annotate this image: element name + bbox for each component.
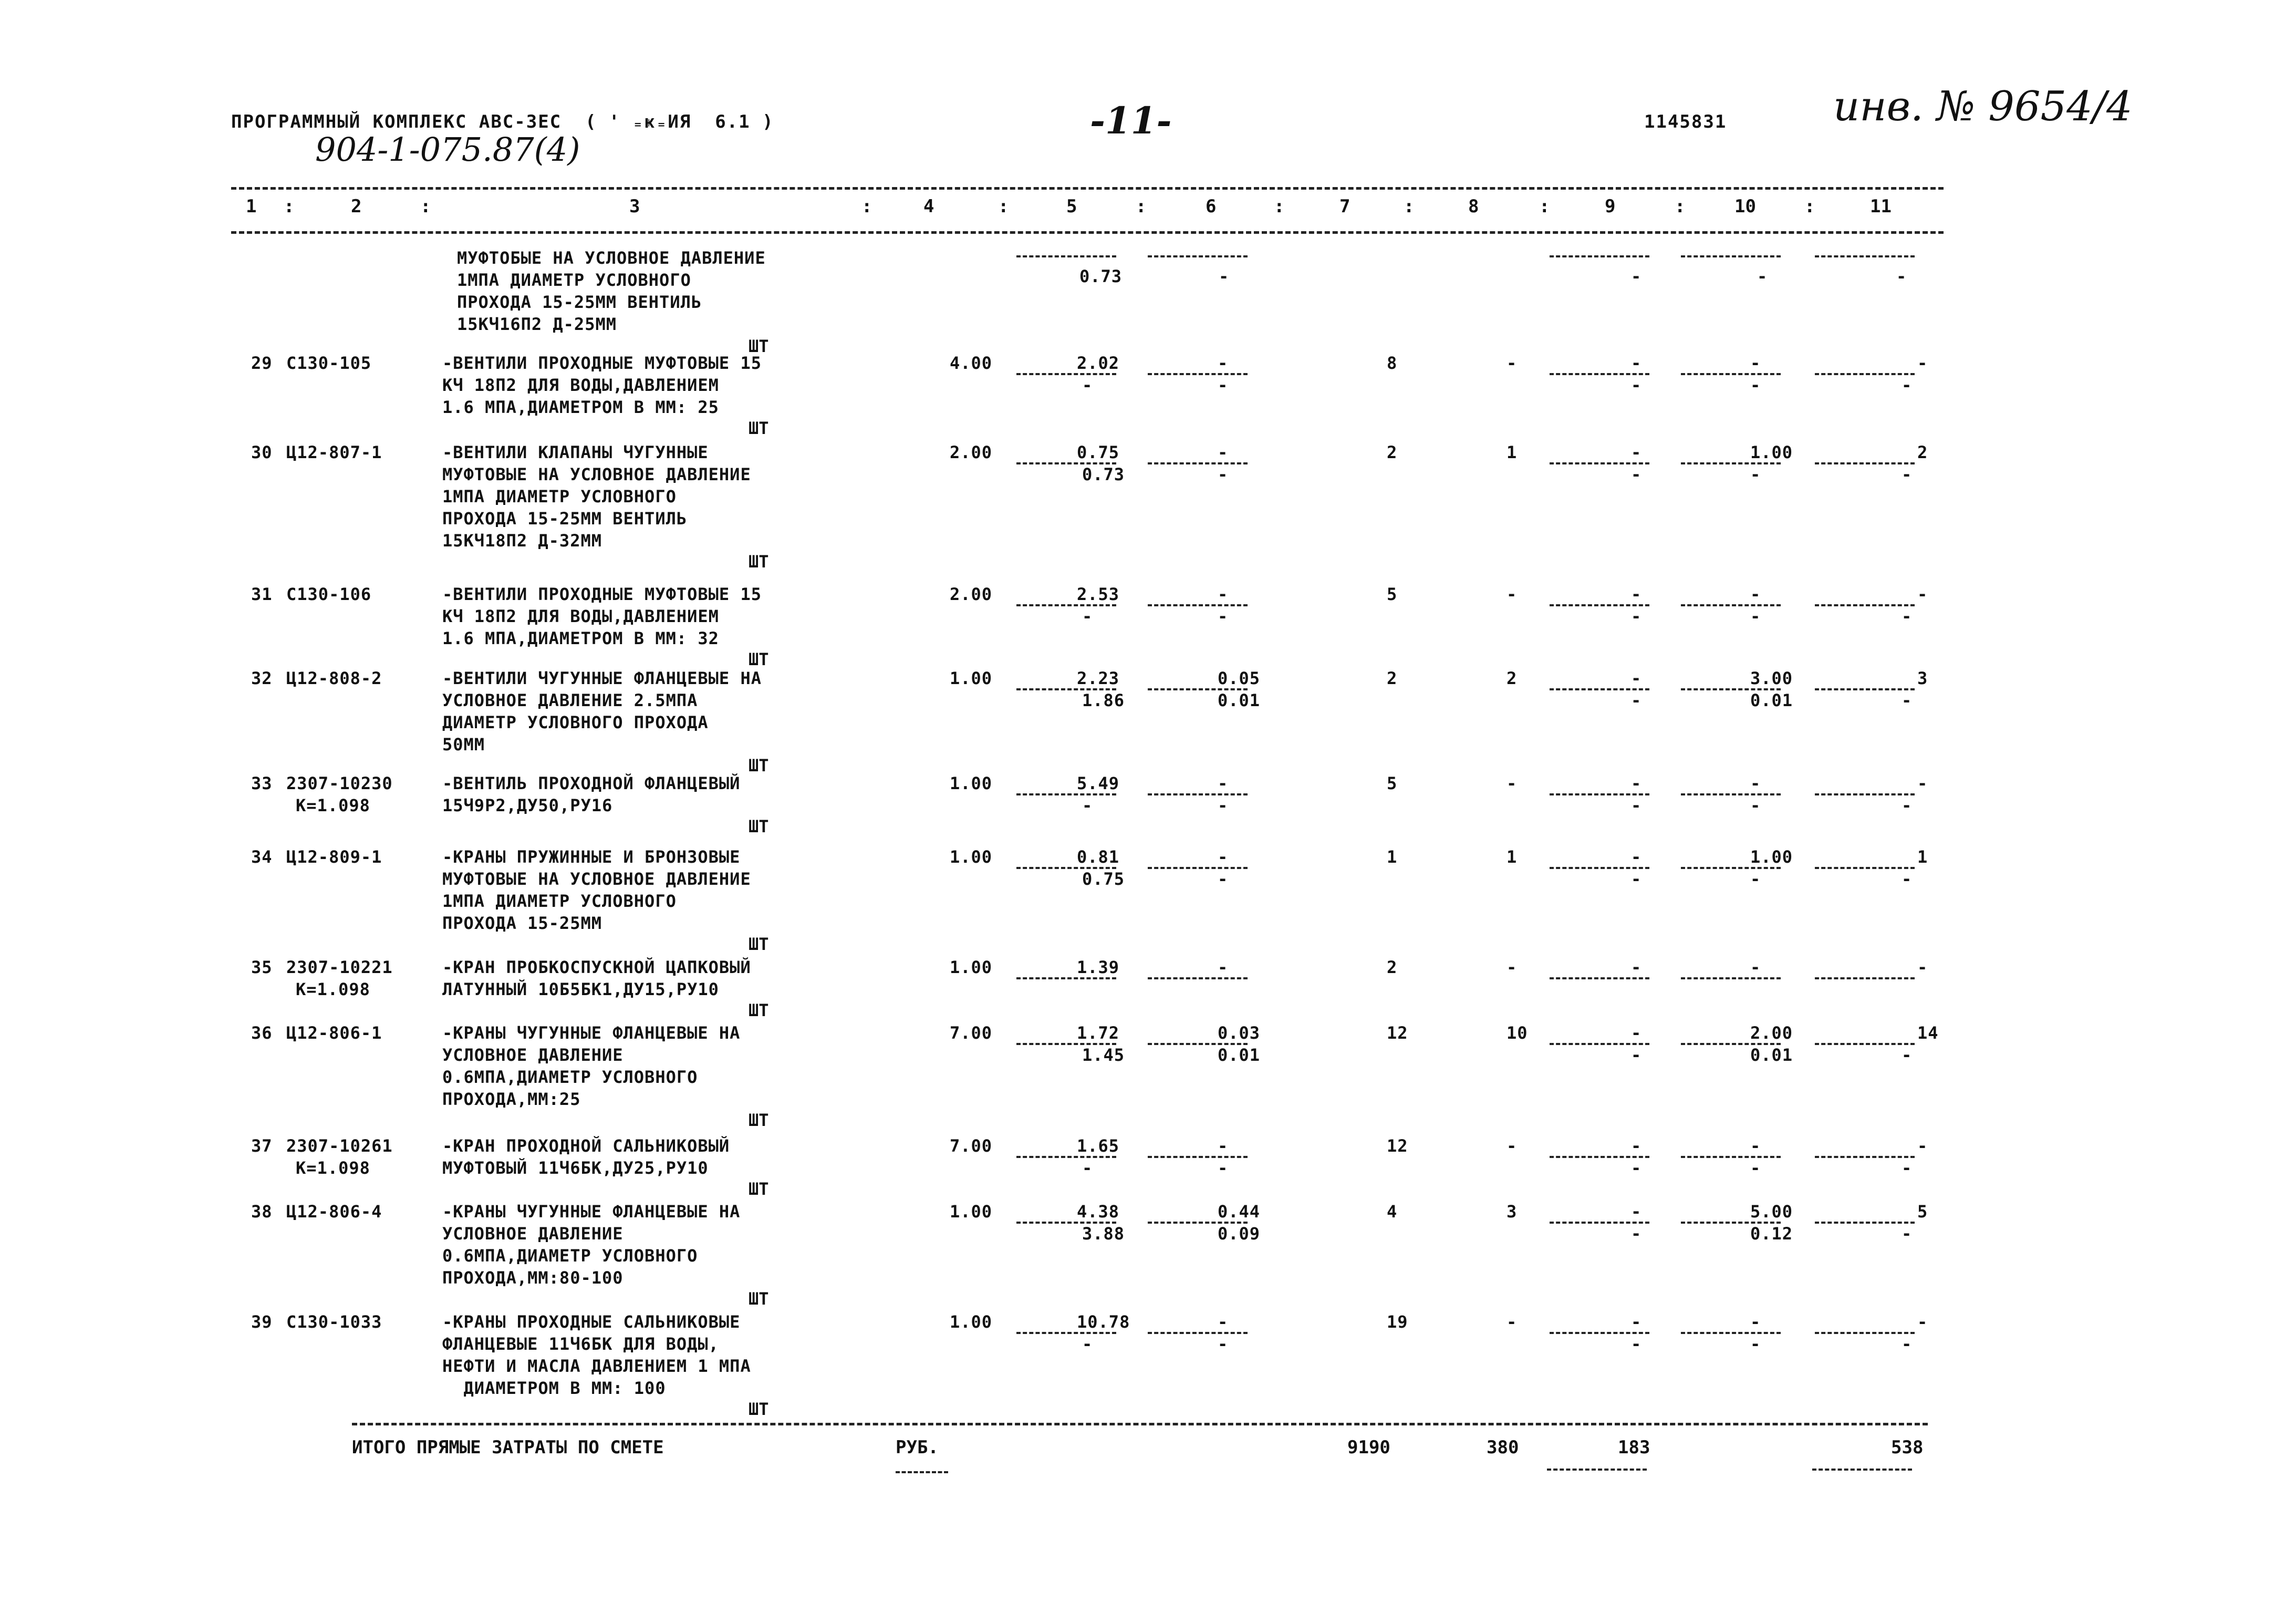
row-c10: 5.00 xyxy=(1750,1202,1793,1222)
continuation-c10: - xyxy=(1757,266,1768,286)
row-c6-bottom: - xyxy=(1218,375,1229,395)
row-c5: 0.81 xyxy=(1077,847,1120,867)
row-c9-bottom: - xyxy=(1631,1334,1642,1354)
row-c7: 12 xyxy=(1387,1023,1408,1043)
row-name-line: 1.6 МПА,ДИАМЕТРОМ В ММ: 25 xyxy=(442,397,719,417)
row-c7: 5 xyxy=(1387,773,1398,793)
row-name-line: КЧ 18П2 ДЛЯ ВОДЫ,ДАВЛЕНИЕМ xyxy=(442,375,719,395)
total-c8: 380 xyxy=(1487,1437,1519,1458)
row-name-line: -ВЕНТИЛИ ПРОХОДНЫЕ МУФТОВЫЕ 15 xyxy=(442,353,762,373)
row-c9-bottom: - xyxy=(1631,375,1642,395)
row-c5: 2.23 xyxy=(1077,668,1120,688)
total-currency-underline xyxy=(896,1471,948,1473)
row-unit: ШТ xyxy=(749,1289,769,1309)
row-c11-bottom: - xyxy=(1902,1045,1913,1065)
row-separator xyxy=(1016,977,1116,979)
row-c11: - xyxy=(1917,957,1928,977)
total-c7: 9190 xyxy=(1347,1437,1390,1458)
row-c5-bottom: - xyxy=(1082,375,1093,395)
row-name-line: 15Ч9Р2,ДУ50,РУ16 xyxy=(442,795,613,815)
col-9: 9 xyxy=(1605,196,1616,217)
row-c6-bottom: 0.01 xyxy=(1218,690,1261,710)
row-c4: 1.00 xyxy=(950,847,993,867)
col-sep: : xyxy=(861,196,872,217)
row-c4: 2.00 xyxy=(950,442,993,462)
row-name-line: МУФТОВЫЙ 11Ч6БК,ДУ25,РУ10 xyxy=(442,1158,709,1178)
row-name-line: -КРАН ПРОБКОСПУСКНОЙ ЦАПКОВЫЙ xyxy=(442,957,751,977)
row-c9: - xyxy=(1631,1202,1642,1222)
row-c9: - xyxy=(1631,1136,1642,1156)
row-c9-bottom: - xyxy=(1631,795,1642,815)
total-label: ИТОГО ПРЯМЫЕ ЗАТРАТЫ ПО СМЕТЕ xyxy=(352,1437,664,1458)
row-name-line: -КРАН ПРОХОДНОЙ САЛЬНИКОВЫЙ xyxy=(442,1136,730,1156)
row-c10-bottom: - xyxy=(1750,606,1761,626)
row-name-line: -КРАНЫ ЧУГУННЫЕ ФЛАНЦЕВЫЕ НА xyxy=(442,1023,741,1043)
row-code: 2307-10261 xyxy=(286,1136,393,1156)
row-c10-bottom: - xyxy=(1750,869,1761,889)
row-unit: ШТ xyxy=(749,1000,769,1020)
row-c8: - xyxy=(1507,1136,1518,1156)
row-number: 32 xyxy=(251,668,273,688)
header-rule-top xyxy=(231,187,1944,190)
doc-number: 1145831 xyxy=(1644,111,1727,132)
row-c11: 1 xyxy=(1917,847,1928,867)
row-c5-bottom: 0.75 xyxy=(1082,869,1125,889)
row-c4: 1.00 xyxy=(950,668,993,688)
row-name-line: ПРОХОДА,ММ:80-100 xyxy=(442,1268,624,1288)
row-separator xyxy=(1815,1222,1915,1224)
row-code: С130-105 xyxy=(286,353,372,373)
row-c10: 1.00 xyxy=(1750,442,1793,462)
total-rule xyxy=(352,1423,1928,1425)
continuation-seg-5 xyxy=(1016,255,1116,257)
row-unit: ШТ xyxy=(749,1399,769,1419)
row-c9: - xyxy=(1631,773,1642,793)
row-number: 39 xyxy=(251,1312,273,1332)
row-name-line: -ВЕНТИЛИ ЧУГУННЫЕ ФЛАНЦЕВЫЕ НА xyxy=(442,668,762,688)
row-c5-bottom: 0.73 xyxy=(1082,464,1125,484)
row-number: 33 xyxy=(251,773,273,793)
row-c4: 1.00 xyxy=(950,773,993,793)
total-c9-underline xyxy=(1547,1469,1647,1471)
row-c11: 2 xyxy=(1917,442,1928,462)
row-c6: - xyxy=(1218,1136,1229,1156)
continuation-c6-bottom: - xyxy=(1219,266,1230,286)
row-number: 30 xyxy=(251,442,273,462)
col-7: 7 xyxy=(1339,196,1350,217)
col-1: 1 xyxy=(246,196,257,217)
row-c10-bottom: - xyxy=(1750,464,1761,484)
row-name-line: -КРАНЫ ПРУЖИННЫЕ И БРОНЗОВЫЕ xyxy=(442,847,741,867)
continuation-c5-bottom: 0.73 xyxy=(1079,266,1123,286)
row-number: 29 xyxy=(251,353,273,373)
row-c11: - xyxy=(1917,584,1928,604)
row-name-line: МУФТОВЫЕ НА УСЛОВНОЕ ДАВЛЕНИЕ xyxy=(442,464,751,484)
row-c8: - xyxy=(1507,353,1518,373)
row-name-line: УСЛОВНОЕ ДАВЛЕНИЕ 2.5МПА xyxy=(442,690,698,710)
row-code: С130-106 xyxy=(286,584,372,604)
row-c5: 1.72 xyxy=(1077,1023,1120,1043)
row-name-line: 15КЧ18П2 Д-32ММ xyxy=(442,531,602,551)
row-c5-bottom: 3.88 xyxy=(1082,1224,1125,1244)
row-separator xyxy=(1815,1156,1915,1158)
continuation-name-2: 1МПА ДИАМЕТР УСЛОВНОГО xyxy=(457,270,691,290)
row-c6: - xyxy=(1218,847,1229,867)
row-c9-bottom: - xyxy=(1631,869,1642,889)
row-c10: - xyxy=(1750,773,1761,793)
row-c8: 10 xyxy=(1507,1023,1528,1043)
col-sep: : xyxy=(1804,196,1815,217)
row-c11-bottom: - xyxy=(1902,375,1913,395)
row-c9-bottom: - xyxy=(1631,606,1642,626)
col-4: 4 xyxy=(923,196,934,217)
row-c6-bottom: - xyxy=(1218,795,1229,815)
row-c9: - xyxy=(1631,1312,1642,1332)
row-separator xyxy=(1815,977,1915,979)
row-name-line: 0.6МПА,ДИАМЕТР УСЛОВНОГО xyxy=(442,1246,698,1266)
row-separator xyxy=(1681,867,1781,869)
row-c10-bottom: 0.01 xyxy=(1750,1045,1793,1065)
row-c7: 8 xyxy=(1387,353,1398,373)
row-c11: 5 xyxy=(1917,1202,1928,1222)
row-c6: 0.44 xyxy=(1218,1202,1261,1222)
row-name-line: 1МПА ДИАМЕТР УСЛОВНОГО xyxy=(442,487,677,506)
row-c6: - xyxy=(1218,957,1229,977)
row-name-line: НЕФТИ И МАСЛА ДАВЛЕНИЕМ 1 МПА xyxy=(442,1356,751,1376)
row-separator xyxy=(1815,1332,1915,1334)
col-10: 10 xyxy=(1734,196,1756,217)
row-c11: 3 xyxy=(1917,668,1928,688)
row-c5: 0.75 xyxy=(1077,442,1120,462)
continuation-name-1: МУФТОБЫЕ НА УСЛОВНОЕ ДАВЛЕНИЕ xyxy=(457,248,766,268)
row-unit: ШТ xyxy=(749,816,769,836)
row-c5: 1.39 xyxy=(1077,957,1120,977)
row-code: Ц12-809-1 xyxy=(286,847,382,867)
row-separator xyxy=(1681,604,1781,606)
row-c5-bottom: - xyxy=(1082,1158,1093,1178)
row-name-line: -КРАНЫ ПРОХОДНЫЕ САЛЬНИКОВЫЕ xyxy=(442,1312,741,1332)
row-separator xyxy=(1550,977,1649,979)
row-c10: - xyxy=(1750,957,1761,977)
row-c9-bottom: - xyxy=(1631,690,1642,710)
col-8: 8 xyxy=(1468,196,1479,217)
row-c7: 2 xyxy=(1387,957,1398,977)
row-c6: - xyxy=(1218,1312,1229,1332)
row-c11-bottom: - xyxy=(1902,464,1913,484)
row-c7: 4 xyxy=(1387,1202,1398,1222)
row-c10: - xyxy=(1750,584,1761,604)
continuation-seg-10 xyxy=(1681,255,1781,257)
row-coefficient: К=1.098 xyxy=(296,795,370,815)
row-separator xyxy=(1148,1332,1248,1334)
row-c4: 1.00 xyxy=(950,1312,993,1332)
col-2: 2 xyxy=(351,196,362,217)
col-sep: : xyxy=(420,196,431,217)
row-c5-bottom: - xyxy=(1082,795,1093,815)
row-name-line: УСЛОВНОЕ ДАВЛЕНИЕ xyxy=(442,1224,624,1244)
row-c7: 2 xyxy=(1387,668,1398,688)
row-separator xyxy=(1148,1156,1248,1158)
row-unit: ШТ xyxy=(749,756,769,776)
continuation-seg-9 xyxy=(1550,255,1649,257)
row-c11: - xyxy=(1917,353,1928,373)
row-name-line: -ВЕНТИЛЬ ПРОХОДНОЙ ФЛАНЦЕВЫЙ xyxy=(442,773,741,793)
row-c6: 0.05 xyxy=(1218,668,1261,688)
row-number: 36 xyxy=(251,1023,273,1043)
col-11: 11 xyxy=(1870,196,1892,217)
row-c9: - xyxy=(1631,668,1642,688)
row-name-line: ЛАТУННЫЙ 10Б5БК1,ДУ15,РУ10 xyxy=(442,979,719,999)
row-c4: 4.00 xyxy=(950,353,993,373)
row-name-line: 50ММ xyxy=(442,735,485,754)
row-c8: 1 xyxy=(1507,442,1518,462)
row-separator xyxy=(1016,1332,1116,1334)
row-number: 37 xyxy=(251,1136,273,1156)
row-c11-bottom: - xyxy=(1902,1224,1913,1244)
row-c6: - xyxy=(1218,584,1229,604)
continuation-seg-6 xyxy=(1148,255,1248,257)
row-name-line: -КРАНЫ ЧУГУННЫЕ ФЛАНЦЕВЫЕ НА xyxy=(442,1202,741,1222)
row-c4: 7.00 xyxy=(950,1023,993,1043)
col-sep: : xyxy=(998,196,1009,217)
row-separator xyxy=(1148,867,1248,869)
row-c7: 2 xyxy=(1387,442,1398,462)
header-rule-bottom xyxy=(231,231,1944,234)
row-c5: 2.53 xyxy=(1077,584,1120,604)
row-c8: - xyxy=(1507,584,1518,604)
row-c10: - xyxy=(1750,1136,1761,1156)
row-separator xyxy=(1815,867,1915,869)
row-separator xyxy=(1815,688,1915,690)
row-separator xyxy=(1815,462,1915,464)
row-c9: - xyxy=(1631,1023,1642,1043)
row-separator xyxy=(1681,793,1781,795)
row-c6-bottom: - xyxy=(1218,1158,1229,1178)
page-number: -11- xyxy=(1090,99,1172,142)
row-coefficient: К=1.098 xyxy=(296,1158,370,1178)
row-c11-bottom: - xyxy=(1902,795,1913,815)
row-c8: - xyxy=(1507,773,1518,793)
row-unit: ШТ xyxy=(749,649,769,669)
row-name-line: ДИАМЕТР УСЛОВНОГО ПРОХОДА xyxy=(442,712,709,732)
inventory-number: инв. № 9654/4 xyxy=(1833,83,2133,130)
row-c5: 1.65 xyxy=(1077,1136,1120,1156)
row-unit: ШТ xyxy=(749,418,769,438)
row-c10-bottom: - xyxy=(1750,1334,1761,1354)
col-sep: : xyxy=(1675,196,1686,217)
row-c9-bottom: - xyxy=(1631,464,1642,484)
row-number: 34 xyxy=(251,847,273,867)
row-unit: ШТ xyxy=(749,1110,769,1130)
row-c5: 10.78 xyxy=(1077,1312,1130,1332)
row-separator xyxy=(1681,373,1781,375)
total-c11: 538 xyxy=(1891,1437,1924,1458)
row-c8: - xyxy=(1507,957,1518,977)
total-c9: 183 xyxy=(1618,1437,1650,1458)
row-c11-bottom: - xyxy=(1902,690,1913,710)
row-c5: 4.38 xyxy=(1077,1202,1120,1222)
row-c11: - xyxy=(1917,1136,1928,1156)
row-separator xyxy=(1681,1332,1781,1334)
row-c9: - xyxy=(1631,442,1642,462)
row-c10: 3.00 xyxy=(1750,668,1793,688)
program-header: ПРОГРАММНЫЙ КОМПЛЕКС АВС-ЗЕС ( ' ₌ҝ₌ИЯ 6.1 ) xyxy=(231,111,774,132)
row-c11: - xyxy=(1917,773,1928,793)
row-code: Ц12-806-4 xyxy=(286,1202,382,1222)
row-name-line: КЧ 18П2 ДЛЯ ВОДЫ,ДАВЛЕНИЕМ xyxy=(442,606,719,626)
row-c8: 3 xyxy=(1507,1202,1518,1222)
row-coefficient: К=1.098 xyxy=(296,979,370,999)
row-unit: ШТ xyxy=(749,1179,769,1199)
row-code: Ц12-807-1 xyxy=(286,442,382,462)
row-separator xyxy=(1148,373,1248,375)
row-c6-bottom: - xyxy=(1218,606,1229,626)
row-name-line: УСЛОВНОЕ ДАВЛЕНИЕ xyxy=(442,1045,624,1065)
row-c5-bottom: 1.45 xyxy=(1082,1045,1125,1065)
col-sep: : xyxy=(1136,196,1147,217)
row-c9: - xyxy=(1631,353,1642,373)
row-number: 38 xyxy=(251,1202,273,1222)
row-c7: 12 xyxy=(1387,1136,1408,1156)
row-separator xyxy=(1148,793,1248,795)
col-sep: : xyxy=(284,196,295,217)
row-separator xyxy=(1148,462,1248,464)
row-c5-bottom: 1.86 xyxy=(1082,690,1125,710)
row-c11-bottom: - xyxy=(1902,869,1913,889)
row-separator xyxy=(1148,977,1248,979)
row-unit: ШТ xyxy=(749,552,769,572)
row-c8: 2 xyxy=(1507,668,1518,688)
row-c7: 19 xyxy=(1387,1312,1408,1332)
continuation-name-4: 15КЧ16П2 Д-25ММ xyxy=(457,314,617,334)
row-c10-bottom: 0.12 xyxy=(1750,1224,1793,1244)
continuation-c11: - xyxy=(1896,266,1907,286)
continuation-c9: - xyxy=(1631,266,1642,286)
col-sep: : xyxy=(1539,196,1550,217)
row-c9: - xyxy=(1631,847,1642,867)
handwritten-code: 904-1-075.87(4) xyxy=(315,130,580,169)
row-number: 31 xyxy=(251,584,273,604)
column-numbers xyxy=(231,196,1944,222)
row-c6-bottom: - xyxy=(1218,869,1229,889)
row-name-line: ПРОХОДА 15-25ММ xyxy=(442,913,602,933)
row-separator xyxy=(1681,1156,1781,1158)
row-name-line: 1.6 МПА,ДИАМЕТРОМ В ММ: 32 xyxy=(442,628,719,648)
row-separator xyxy=(1815,793,1915,795)
row-c8: 1 xyxy=(1507,847,1518,867)
row-c11-bottom: - xyxy=(1902,606,1913,626)
row-name-line: ДИАМЕТРОМ В ММ: 100 xyxy=(442,1378,666,1398)
row-c10-bottom: - xyxy=(1750,795,1761,815)
row-c10-bottom: - xyxy=(1750,375,1761,395)
row-separator xyxy=(1681,977,1781,979)
row-separator xyxy=(1815,604,1915,606)
row-c5: 5.49 xyxy=(1077,773,1120,793)
row-c11: 14 xyxy=(1917,1023,1939,1043)
row-separator xyxy=(1016,373,1116,375)
row-c10-bottom: - xyxy=(1750,1158,1761,1178)
row-code: 2307-10221 xyxy=(286,957,393,977)
row-c6: 0.03 xyxy=(1218,1023,1261,1043)
row-c4: 7.00 xyxy=(950,1136,993,1156)
row-c9: - xyxy=(1631,584,1642,604)
row-c7: 1 xyxy=(1387,847,1398,867)
row-c11: - xyxy=(1917,1312,1928,1332)
row-separator xyxy=(1815,373,1915,375)
row-separator xyxy=(1016,1156,1116,1158)
row-c8: - xyxy=(1507,1312,1518,1332)
row-code: 2307-10230 xyxy=(286,773,393,793)
row-c11-bottom: - xyxy=(1902,1158,1913,1178)
row-c6-bottom: - xyxy=(1218,464,1229,484)
row-c4: 1.00 xyxy=(950,1202,993,1222)
row-name-line: ФЛАНЦЕВЫЕ 11Ч6БК ДЛЯ ВОДЫ, xyxy=(442,1334,719,1354)
row-name-line: МУФТОВЫЕ НА УСЛОВНОЕ ДАВЛЕНИЕ xyxy=(442,869,751,889)
row-c5-bottom: - xyxy=(1082,1334,1093,1354)
row-name-line: 0.6МПА,ДИАМЕТР УСЛОВНОГО xyxy=(442,1067,698,1087)
row-code: Ц12-806-1 xyxy=(286,1023,382,1043)
row-c4: 2.00 xyxy=(950,584,993,604)
row-c6: - xyxy=(1218,773,1229,793)
row-c9-bottom: - xyxy=(1631,1224,1642,1244)
row-name-line: -ВЕНТИЛИ ПРОХОДНЫЕ МУФТОВЫЕ 15 xyxy=(442,584,762,604)
row-number: 35 xyxy=(251,957,273,977)
row-c6-bottom: 0.09 xyxy=(1218,1224,1261,1244)
row-c7: 5 xyxy=(1387,584,1398,604)
row-name-line: 1МПА ДИАМЕТР УСЛОВНОГО xyxy=(442,891,677,911)
row-c6: - xyxy=(1218,353,1229,373)
col-sep: : xyxy=(1404,196,1415,217)
row-c10: - xyxy=(1750,353,1761,373)
row-c5-bottom: - xyxy=(1082,606,1093,626)
col-3: 3 xyxy=(629,196,640,217)
row-separator xyxy=(1016,604,1116,606)
row-c5: 2.02 xyxy=(1077,353,1120,373)
row-c11-bottom: - xyxy=(1902,1334,1913,1354)
col-5: 5 xyxy=(1066,196,1077,217)
row-c6-bottom: - xyxy=(1218,1334,1229,1354)
row-separator xyxy=(1815,1043,1915,1045)
total-c11-underline xyxy=(1812,1469,1912,1471)
row-code: С130-1033 xyxy=(286,1312,382,1332)
continuation-seg-11 xyxy=(1815,255,1915,257)
row-separator xyxy=(1681,462,1781,464)
continuation-name-3: ПРОХОДА 15-25ММ ВЕНТИЛЬ xyxy=(457,292,702,312)
row-separator xyxy=(1016,793,1116,795)
continuation-unit: ШТ xyxy=(749,336,769,356)
row-code: Ц12-808-2 xyxy=(286,668,382,688)
row-unit: ШТ xyxy=(749,934,769,954)
row-c10: 2.00 xyxy=(1750,1023,1793,1043)
row-c10: - xyxy=(1750,1312,1761,1332)
row-name-line: ПРОХОДА 15-25ММ ВЕНТИЛЬ xyxy=(442,509,688,529)
row-c4: 1.00 xyxy=(950,957,993,977)
row-c6: - xyxy=(1218,442,1229,462)
row-c10-bottom: 0.01 xyxy=(1750,690,1793,710)
row-c6-bottom: 0.01 xyxy=(1218,1045,1261,1065)
total-currency: РУБ. xyxy=(896,1437,939,1458)
row-c10: 1.00 xyxy=(1750,847,1793,867)
col-6: 6 xyxy=(1206,196,1217,217)
col-sep: : xyxy=(1274,196,1285,217)
row-separator xyxy=(1148,604,1248,606)
row-name-line: ПРОХОДА,ММ:25 xyxy=(442,1089,581,1109)
row-name-line: -ВЕНТИЛИ КЛАПАНЫ ЧУГУННЫЕ xyxy=(442,442,709,462)
row-c9-bottom: - xyxy=(1631,1045,1642,1065)
row-c9: - xyxy=(1631,957,1642,977)
row-c9-bottom: - xyxy=(1631,1158,1642,1178)
